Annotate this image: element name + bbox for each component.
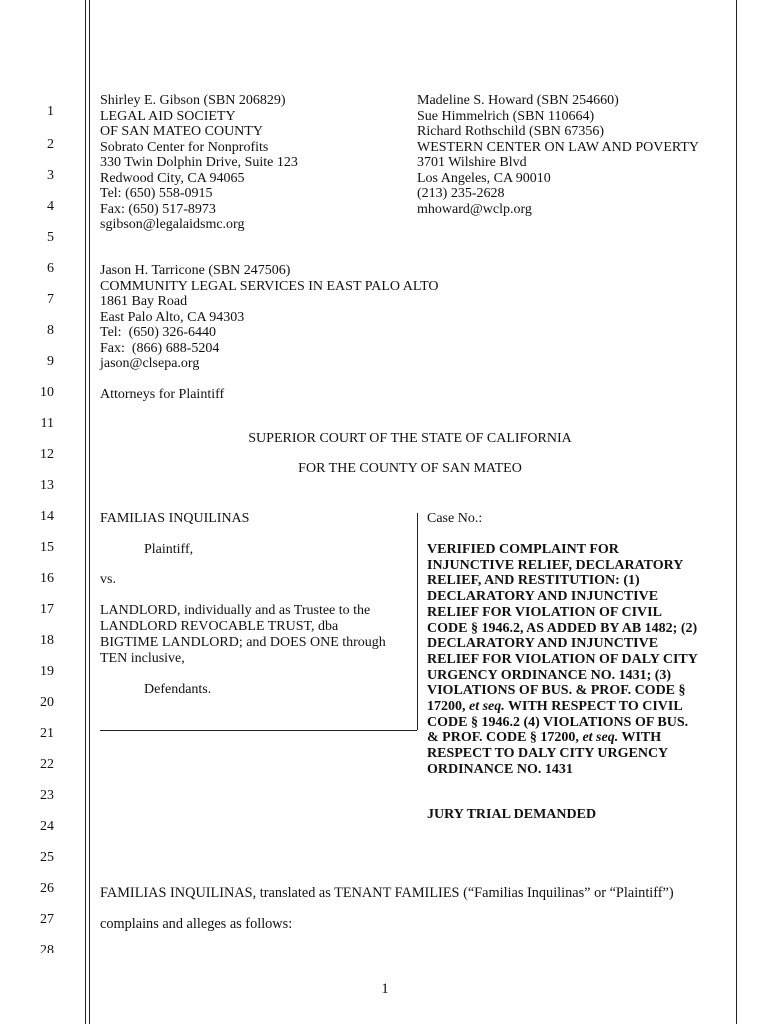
right-margin-line	[736, 0, 737, 1024]
header-left-line: Redwood City, CA 94065	[100, 170, 245, 186]
header-left-line: LEGAL AID SOCIETY	[100, 108, 236, 124]
plaintiff-role: Plaintiff,	[144, 542, 194, 557]
defendant-line: BIGTIME LANDLORD; and DOES ONE through	[100, 635, 386, 650]
complaint-title-line: CODE § 1946.2, AS ADDED BY AB 1482; (2)	[427, 620, 698, 636]
versus-label: vs.	[100, 572, 116, 587]
defendant-line: TEN inclusive,	[100, 651, 185, 666]
court-county: FOR THE COUNTY OF SAN MATEO	[298, 461, 522, 476]
header-left-line: 330 Twin Dolphin Drive, Suite 123	[100, 155, 298, 170]
header-left-line: Sobrato Center for Nonprofits	[100, 139, 269, 155]
line-number: 7	[47, 292, 54, 307]
header-left-line: OF SAN MATEO COUNTY	[100, 124, 263, 139]
complaint-title-line: VERIFIED COMPLAINT FOR	[427, 542, 619, 557]
header-left-line: Tel: (650) 558-0915	[100, 186, 213, 201]
header-right-line: Los Angeles, CA 90010	[417, 170, 551, 186]
header-second-line: Fax: (866) 688-5204	[100, 340, 220, 356]
header-right-line: Richard Rothschild (SBN 67356)	[417, 124, 605, 139]
complaint-title-line: INJUNCTIVE RELIEF, DECLARATORY	[427, 557, 684, 573]
header-second-line: 1861 Bay Road	[100, 294, 188, 309]
line-number: 3	[47, 168, 54, 183]
complaint-title-line: DECLARATORY AND INJUNCTIVE	[427, 589, 659, 605]
complaint-title-line: RELIEF FOR VIOLATION OF CIVIL	[427, 604, 662, 620]
caption-divider-vertical	[417, 513, 418, 730]
line-number: 4	[47, 199, 54, 214]
body-paragraph-line: FAMILIAS INQUILINAS, translated as TENANT FAMILIES (“Familias Inquilinas” or “Plaintiff”)	[100, 885, 674, 901]
line-number: 23	[40, 788, 54, 803]
line-number: 12	[40, 447, 54, 462]
complaint-title-line: RELIEF, AND RESTITUTION: (1)	[427, 573, 640, 589]
jury-demand: JURY TRIAL DEMANDED	[427, 807, 597, 822]
court-name: SUPERIOR COURT OF THE STATE OF CALIFORNIA	[248, 431, 572, 446]
complaint-title-line: ORDINANCE NO. 1431	[427, 761, 573, 777]
line-number: 21	[40, 726, 54, 741]
caption-divider-horizontal	[100, 730, 417, 731]
line-number: 6	[47, 261, 54, 276]
complaint-title-line: & PROF. CODE § 17200, et seq. WITH	[427, 730, 662, 746]
line-number: 10	[40, 385, 54, 400]
header-left-line: Shirley E. Gibson (SBN 206829)	[100, 93, 286, 108]
complaint-title-line: RESPECT TO DALY CITY URGENCY	[427, 746, 669, 762]
line-number: 16	[40, 571, 54, 586]
line-number: 27	[40, 912, 54, 927]
line-number: 1	[47, 104, 54, 119]
line-number: 15	[40, 540, 54, 555]
plaintiff-name: FAMILIAS INQUILINAS	[100, 511, 250, 526]
page-number: 1	[381, 981, 389, 997]
defendant-line: LANDLORD, individually and as Trustee to the	[100, 603, 371, 618]
header-right-line: WESTERN CENTER ON LAW AND POVERTY	[417, 139, 700, 155]
header-left-line: sgibson@legalaidsmc.org	[100, 217, 245, 232]
header-second-line: East Palo Alto, CA 94303	[100, 309, 245, 325]
line-number: 19	[40, 664, 54, 679]
header-second-line: jason@clsepa.org	[100, 356, 200, 371]
line-number: 25	[40, 850, 54, 865]
line-number: 22	[40, 757, 54, 772]
complaint-title-line: VIOLATIONS OF BUS. & PROF. CODE §	[427, 683, 686, 699]
line-number: 13	[40, 478, 54, 493]
header-right-line: (213) 235-2628	[417, 186, 505, 201]
header-right-line: mhoward@wclp.org	[417, 201, 532, 217]
header-right-line: 3701 Wilshire Blvd	[417, 155, 527, 170]
line-number: 5	[47, 230, 54, 245]
header-second-line: COMMUNITY LEGAL SERVICES IN EAST PALO ALTO	[100, 278, 439, 294]
header-left-line: Fax: (650) 517-8973	[100, 201, 216, 217]
line-number: 28	[40, 943, 54, 953]
body-paragraph-line: complains and alleges as follows:	[100, 916, 293, 932]
complaint-title-line: URGENCY ORDINANCE NO. 1431; (3)	[427, 667, 672, 683]
line-number: 26	[40, 881, 54, 896]
header-right-line: Sue Himmelrich (SBN 110664)	[417, 108, 595, 124]
complaint-title-line: DECLARATORY AND INJUNCTIVE	[427, 636, 659, 652]
attorneys-for-label: Attorneys for Plaintiff	[100, 387, 225, 402]
header-second-line: Tel: (650) 326-6440	[100, 325, 217, 340]
line-number: 2	[47, 137, 54, 152]
header-second-line: Jason H. Tarricone (SBN 247506)	[100, 263, 291, 278]
line-number: 8	[47, 323, 54, 338]
line-number: 11	[40, 416, 54, 431]
complaint-title-line: 17200, et seq. WITH RESPECT TO CIVIL	[427, 699, 683, 714]
line-number: 18	[40, 633, 54, 648]
case-number-label: Case No.:	[427, 511, 483, 526]
defendant-role: Defendants.	[144, 682, 212, 697]
complaint-title-line: RELIEF FOR VIOLATION OF DALY CITY	[427, 651, 698, 667]
line-number: 24	[40, 819, 54, 834]
complaint-title-line: CODE § 1946.2 (4) VIOLATIONS OF BUS.	[427, 714, 689, 730]
line-number: 17	[40, 602, 54, 617]
line-number: 14	[40, 509, 54, 524]
left-margin-line-inner	[89, 0, 90, 1024]
header-right-line: Madeline S. Howard (SBN 254660)	[417, 93, 619, 108]
left-margin-line-outer	[85, 0, 86, 1024]
defendant-line: LANDLORD REVOCABLE TRUST, dba	[100, 619, 339, 634]
line-number: 9	[47, 354, 54, 369]
line-number: 20	[40, 695, 54, 710]
